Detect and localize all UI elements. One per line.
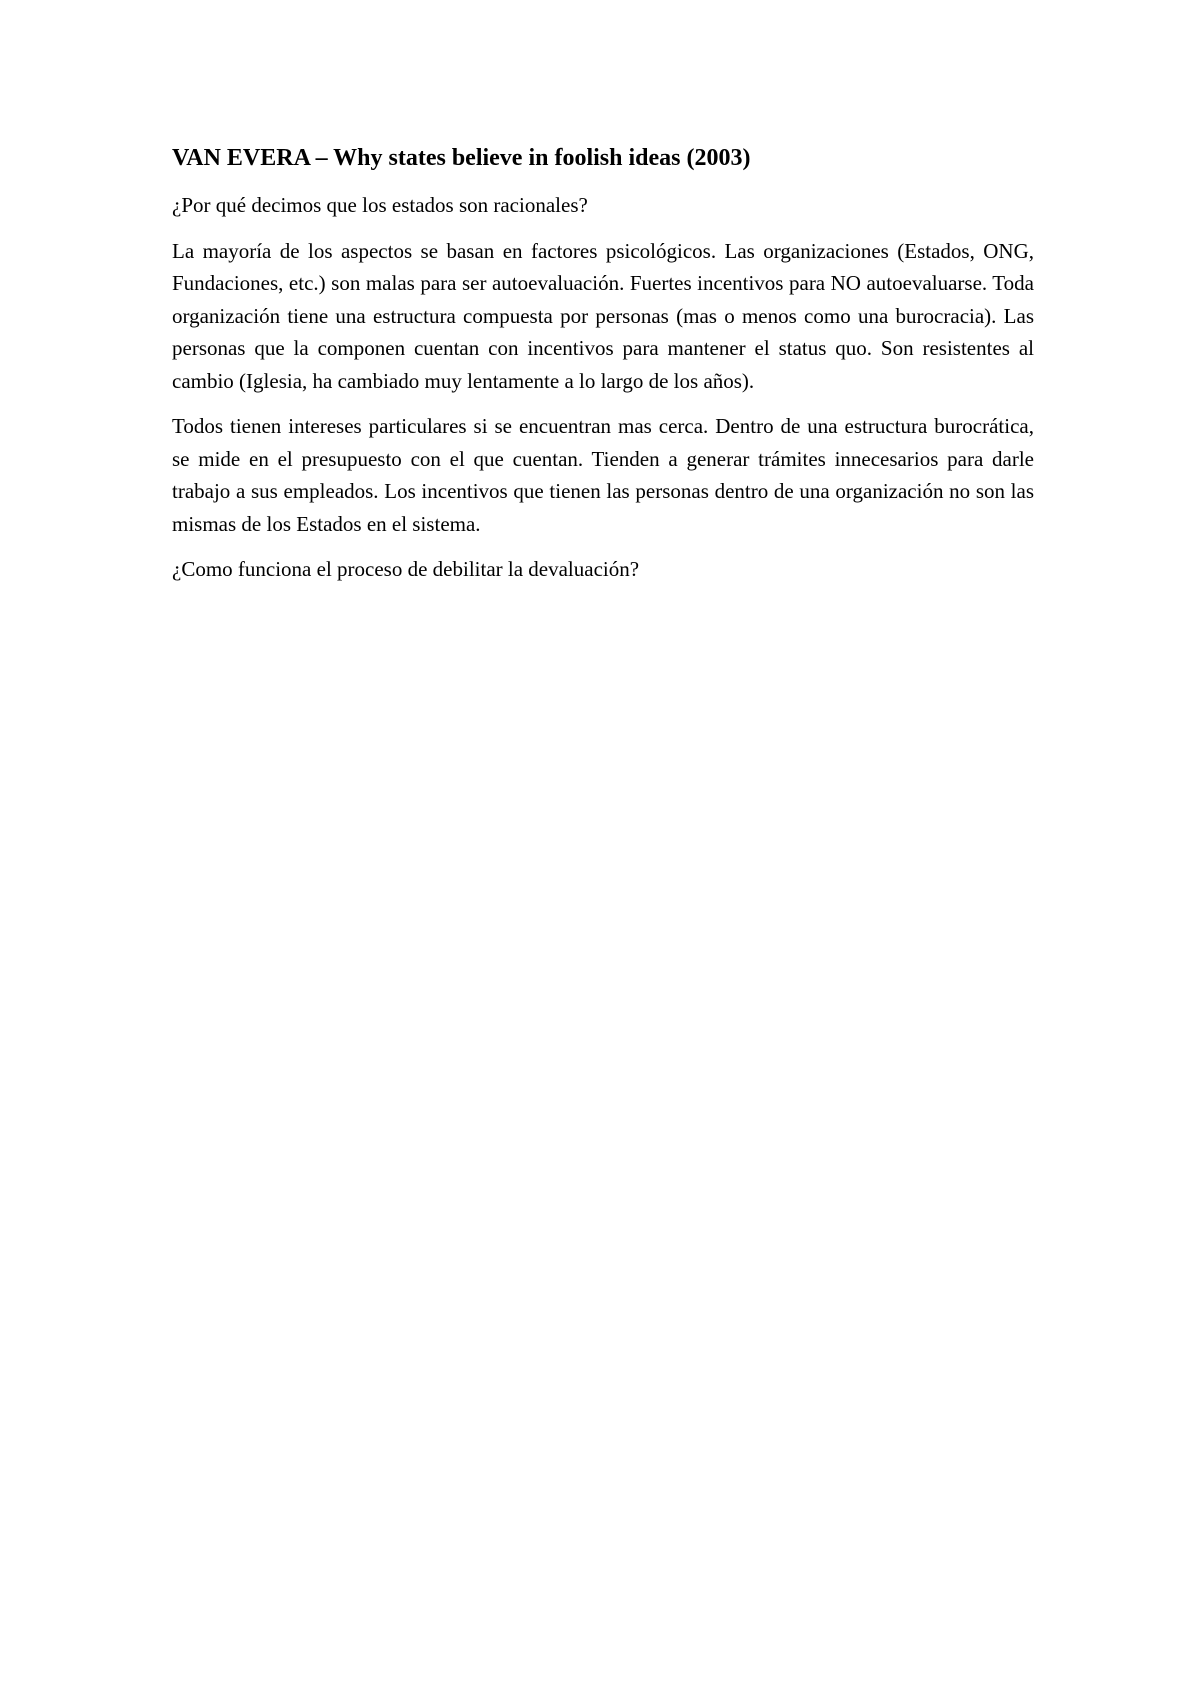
document-body: [172, 140, 1034, 599]
question-paragraph-2: ¿Como funciona el proceso de debilitar la devaluación?: [172, 557, 640, 581]
body-paragraph-2: Todos tienen intereses particulares si se encuentran mas cerca. Dentro de una estructura burocrática, se mide en el presupuesto con el que cuentan. Tienden a generar trámites innecesarios para darle trabajo a sus empleados. Los incentivos que tienen las personas dentro de una organización no son las mismas de los Estados en el sistema.: [172, 414, 1034, 536]
document-title: VAN EVERA – Why states believe in foolish ideas (2003): [172, 145, 751, 171]
question-paragraph-1: ¿Por qué decimos que los estados son racionales?: [172, 193, 588, 217]
body-paragraph-1: La mayoría de los aspectos se basan en factores psicológicos. Las organizaciones (Estados, ONG, Fundaciones, etc.) son malas para ser autoevaluación. Fuertes incentivos para NO autoevaluarse. Toda organización tiene una estructura compuesta por personas (mas o menos como una burocracia). Las personas que la componen cuentan con incentivos para mantener el status quo. Son resistentes al cambio (Iglesia, ha cambiado muy lentamente a lo largo de los años).: [172, 238, 1034, 393]
